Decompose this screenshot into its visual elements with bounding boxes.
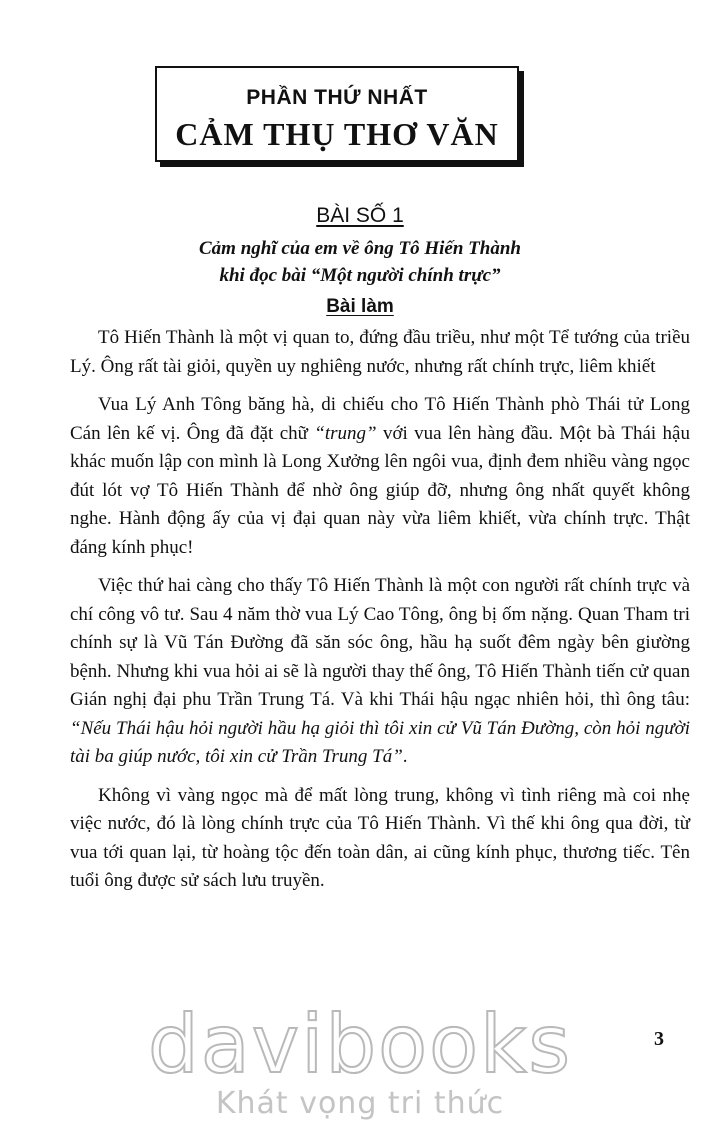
lesson-number xyxy=(0,204,720,228)
paragraph-text: Việc thứ hai càng cho thấy Tô Hiến Thành là một con người rất chính trực và chí công vô tư. Sau 4 năm thờ vua Lý Cao Tông, ông bị ốm nặng. Quan Tham tri chính sự là Vũ Tán Đường đã săn sóc ông, hầu hạ suốt đêm ngày bên giường bệnh. Nhưng khi vua hỏi ai sẽ là người thay thế ông, Tô Hiến Thành tiến cử quan Gián nghị đại phu Trần Trung Tá. Và khi Thái hậu ngạc nhiên hỏi, thì ông tâu: xyxy=(70,575,690,710)
part-title: CẢM THỤ THƠ VĂN xyxy=(175,116,499,152)
paragraph xyxy=(70,572,690,772)
answer-heading xyxy=(0,296,720,318)
paragraph-text: với vua lên hàng đầu. Một bà Thái hậu khác muốn lập con mình là Long Xưởng lên ngôi vua, định đem nhiều vàng ngọc đút lót vợ Tô Hiến Thành để nhờ ông giúp đỡ, nhưng ông nhất quyết không nghe. Hành động ấy của vị đại quan này vừa liêm khiết, vừa chính trực. Thật đáng kính phục! xyxy=(70,422,690,558)
lesson-prompt-line-1: Cảm nghĩ của em về ông Tô Hiến Thành xyxy=(199,238,521,259)
watermark-brand: davibooks xyxy=(147,998,573,1091)
lesson-prompt-line-2: khi đọc bài “Một người chính trực” xyxy=(219,265,501,286)
lesson-number-text: BÀI SỐ 1 xyxy=(316,204,404,227)
part-label: PHẦN THỨ NHẤT xyxy=(246,86,428,109)
paragraph xyxy=(70,391,690,562)
part-title-box xyxy=(155,66,519,162)
italic-quote: “Nếu Thái hậu hỏi người hầu hạ giỏi thì tôi xin cử Vũ Tán Đường, còn hỏi người tài ba giúp nước, tôi xin cử Trần Trung Tá” xyxy=(70,717,690,767)
answer-heading-text: Bài làm xyxy=(326,296,394,317)
paragraph-text: Tô Hiến Thành là một vị quan to, đứng đầu triều, như một Tể tướng của triều Lý. Ông rất tài giỏi, quyền uy nghiêng nước, nhưng rất chính trực, liêm khiết xyxy=(70,327,690,377)
paragraph-text: Vua Lý Anh Tông băng hà, di chiếu cho Tô Hiến Thành phò Thái tử Long Cán lên kế vị. Ông đã đặt chữ xyxy=(70,394,690,444)
watermark-tagline: Khát vọng tri thức xyxy=(215,1086,505,1121)
paragraph xyxy=(70,324,690,381)
publisher-watermark xyxy=(140,1000,580,1121)
italic-quote: “trung” xyxy=(314,422,377,444)
page-number: 3 xyxy=(654,1028,664,1050)
paragraph xyxy=(70,782,690,896)
essay-body xyxy=(70,324,690,906)
paragraph-text: Không vì vàng ngọc mà để mất lòng trung, không vì tình riêng mà coi nhẹ việc nước, đó là lòng chính trực của Tô Hiến Thành. Vì thế khi ông qua đời, từ vua tới quan lại, từ hoàng tộc đến toàn dân, ai cũng kính phục, thương tiếc. Tên tuổi ông được sử sách lưu truyền. xyxy=(70,784,690,891)
paragraph-text: . xyxy=(402,746,408,767)
